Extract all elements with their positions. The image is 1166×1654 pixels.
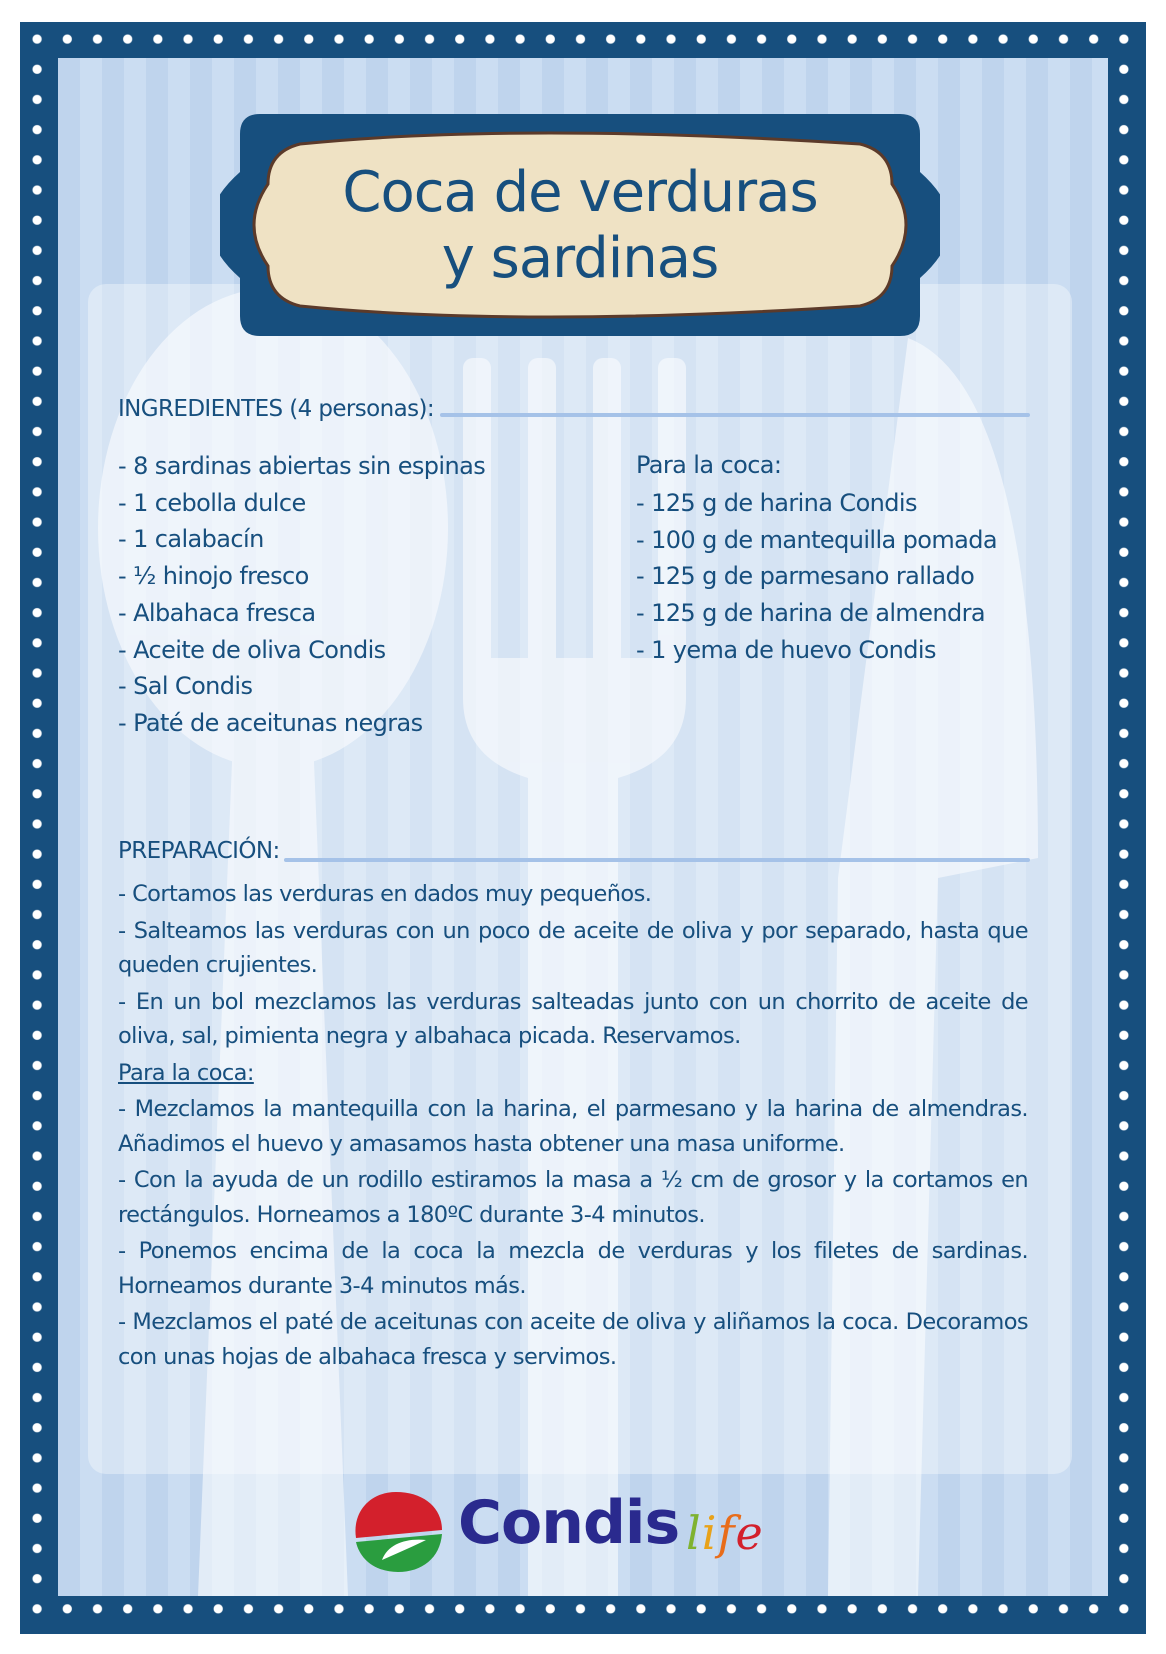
ingredient-item: - 125 g de harina Condis <box>636 489 917 517</box>
life-letter: f <box>717 1506 736 1560</box>
ingredient-item: - Paté de aceitunas negras <box>118 708 423 737</box>
ingredient-item: - 125 g de parmesano rallado <box>636 562 975 591</box>
life-letter: e <box>735 1506 764 1560</box>
ingredients-rule <box>440 413 1030 417</box>
ingredient-item: - Sal Condis <box>118 672 253 701</box>
ingredient-item: - 1 yema de huevo Condis <box>636 635 936 664</box>
life-letter: i <box>701 1506 718 1560</box>
brand-life <box>686 1506 764 1560</box>
preparation-step: - Mezclamos el paté de aceitunas con aceite de oliva y aliñamos la coca. Decoramos con unas hojas de albahaca fresca y servimos. <box>118 1309 1028 1370</box>
recipe-title <box>290 160 870 292</box>
ingredient-item: - 125 g de harina de almendra <box>636 599 985 628</box>
ingredient-item: - 8 sardinas abiertas sin espinas <box>118 452 486 480</box>
ingredients-list <box>118 448 485 742</box>
ingredients-heading: INGREDIENTES (4 personas): <box>118 396 435 422</box>
life-letter: l <box>686 1506 702 1560</box>
coca-ingredients-list <box>636 485 997 669</box>
ingredient-item: - ½ hinojo fresco <box>118 562 309 591</box>
ingredient-item: - Albahaca fresca <box>118 598 316 627</box>
ingredient-item: - Aceite de oliva Condis <box>118 635 386 664</box>
preparation-coca-heading: Para la coca: <box>118 1059 254 1086</box>
ingredient-item: - 1 cebolla dulce <box>118 488 306 517</box>
preparation-step: - Salteamos las verduras con un poco de aceite de oliva y por separado, hasta que queden crujientes. <box>118 917 1028 978</box>
coca-ingredients-heading: Para la coca: <box>636 451 782 479</box>
title-line-1: Coca de verduras <box>342 160 818 225</box>
preparation-step: - Ponemos encima de la coca la mezcla de verduras y los filetes de sardinas. Horneamos durante 3-4 minutos más. <box>118 1238 1028 1299</box>
preparation-steps <box>118 877 1028 1376</box>
ingredient-item: - 100 g de mantequilla pomada <box>636 525 998 554</box>
brand-name: Condis <box>458 1488 680 1558</box>
preparation-step: - Con la ayuda de un rodillo estiramos la masa a ½ cm de grosor y la cortamos en rectángulos. Horneamos a 180ºC durante 3-4 minutos. <box>118 1167 1028 1228</box>
preparation-step: - En un bol mezclamos las verduras salteadas junto con un chorrito de aceite de oliva, sal, pimienta negra y albahaca picada. Reservamos. <box>118 988 1028 1049</box>
preparation-step: - Mezclamos la mantequilla con la harina, el parmesano y la harina de almendras. Añadimos el huevo y amasamos hasta obtener una masa uniforme. <box>118 1096 1028 1157</box>
preparation-step: - Cortamos las verduras en dados muy pequeños. <box>118 881 652 907</box>
preparation-heading: PREPARACIÓN: <box>118 838 280 864</box>
condis-logo-icon <box>348 1486 444 1576</box>
title-line-2: y sardinas <box>441 226 719 291</box>
preparation-rule <box>284 858 1030 862</box>
ingredient-item: - 1 calabacín <box>118 525 264 554</box>
